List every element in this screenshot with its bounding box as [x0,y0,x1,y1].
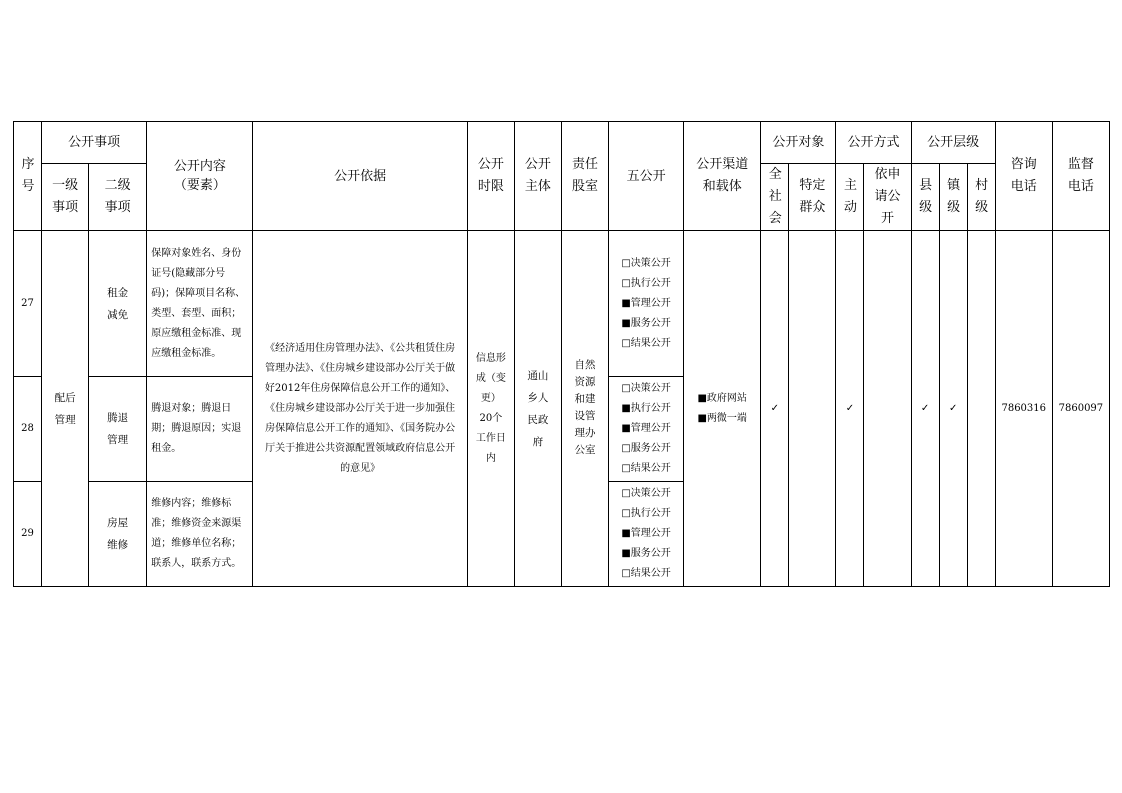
header-level2: 二级事项 [89,164,147,231]
row-seq: 28 [14,377,42,482]
five-open-item: ■管理公开 [621,528,671,539]
header-level1: 一级事项 [42,164,89,231]
target-specific-cell [789,231,836,587]
five-open-item: ■服务公开 [621,548,671,559]
header-dept: 责任股室 [561,122,608,231]
header-method-active: 主动 [836,164,864,231]
five-open-cell [609,231,684,377]
five-open-item: □结果公开 [621,337,671,349]
consult-phone-cell: 7860316 [995,231,1052,587]
five-open-cell [609,482,684,587]
header-basis: 公开依据 [253,122,467,231]
five-open-item: □服务公开 [621,443,671,454]
five-open-item: ■管理公开 [621,423,671,434]
level2-cell: 租金减免 [89,231,147,377]
five-open-item: □执行公开 [621,508,671,519]
header-channel: 公开渠道和载体 [684,122,761,231]
header-subject: 公开主体 [514,122,561,231]
header-level-town: 镇级 [939,164,967,231]
header-level-village: 村级 [967,164,995,231]
five-open-item: □决策公开 [621,488,671,499]
check-method-active: ✓ [836,231,864,587]
header-items: 公开事项 [42,122,147,164]
dept-cell: 自然资源和建设管理办公室 [561,231,608,587]
header-target-all: 全社会 [761,164,789,231]
time-limit-cell: 信息形成（变更）20个工作日内 [467,231,514,587]
content-cell: 保障对象姓名、身份证号(隐藏部分号码)；保障项目名称、类型、套型、面积；原应缴租金标准、现应缴租金标准。 [147,231,253,377]
five-open-item: □执行公开 [621,277,671,289]
header-content: 公开内容（要素） [147,122,253,231]
header-five-open: 五公开 [609,122,684,231]
header-consult-phone: 咨询电话 [995,122,1052,231]
five-open-item: ■执行公开 [621,403,671,414]
header-level-county: 县级 [911,164,939,231]
subject-cell: 通山乡人民政府 [514,231,561,587]
five-open-item: □结果公开 [621,568,671,579]
header-supervise-phone: 监督电话 [1052,122,1109,231]
row-seq: 27 [14,231,42,377]
header-method: 公开方式 [836,122,911,164]
five-open-item: □结果公开 [621,463,671,474]
basis-cell: 《经济适用住房管理办法》、《公共租赁住房管理办法》、《住房城乡建设部办公厅关于做好2012年住房保障信息公开工作的通知》、《住房城乡建设部办公厅关于进一步加强住房保障信息公开工作的通知》、《国务院办公厅关于推进公共资源配置领域政府信息公开的意见》 [253,231,467,587]
level-village-cell [967,231,995,587]
check-level-county: ✓ [911,231,939,587]
method-apply-cell [864,231,911,587]
check-target-all: ✓ [761,231,789,587]
header-target: 公开对象 [761,122,836,164]
content-cell: 腾退对象；腾退日期；腾退原因；实退租金。 [147,377,253,482]
table-row [14,231,1110,377]
five-open-item: □决策公开 [621,383,671,394]
channel-item: ■政府网站 [697,392,747,404]
level1-cell: 配后管理 [42,231,89,587]
five-open-item: ■服务公开 [621,317,671,329]
header-level: 公开层级 [911,122,995,164]
five-open-item: ■管理公开 [621,297,671,309]
header-target-specific: 特定群众 [789,164,836,231]
header-time-limit: 公开时限 [467,122,514,231]
check-level-town: ✓ [939,231,967,587]
level2-cell: 房屋维修 [89,482,147,587]
channel-cell [684,231,761,587]
header-method-apply: 依申请公开 [864,164,911,231]
header-seq: 序号 [14,122,42,231]
channel-item: ■两微一端 [697,412,747,424]
level2-cell: 腾退管理 [89,377,147,482]
five-open-item: □决策公开 [621,257,671,269]
disclosure-table [13,121,1110,587]
content-cell: 维修内容；维修标准；维修资金来源渠道；维修单位名称；联系人，联系方式。 [147,482,253,587]
row-seq: 29 [14,482,42,587]
five-open-cell [609,377,684,482]
supervise-phone-cell: 7860097 [1052,231,1109,587]
